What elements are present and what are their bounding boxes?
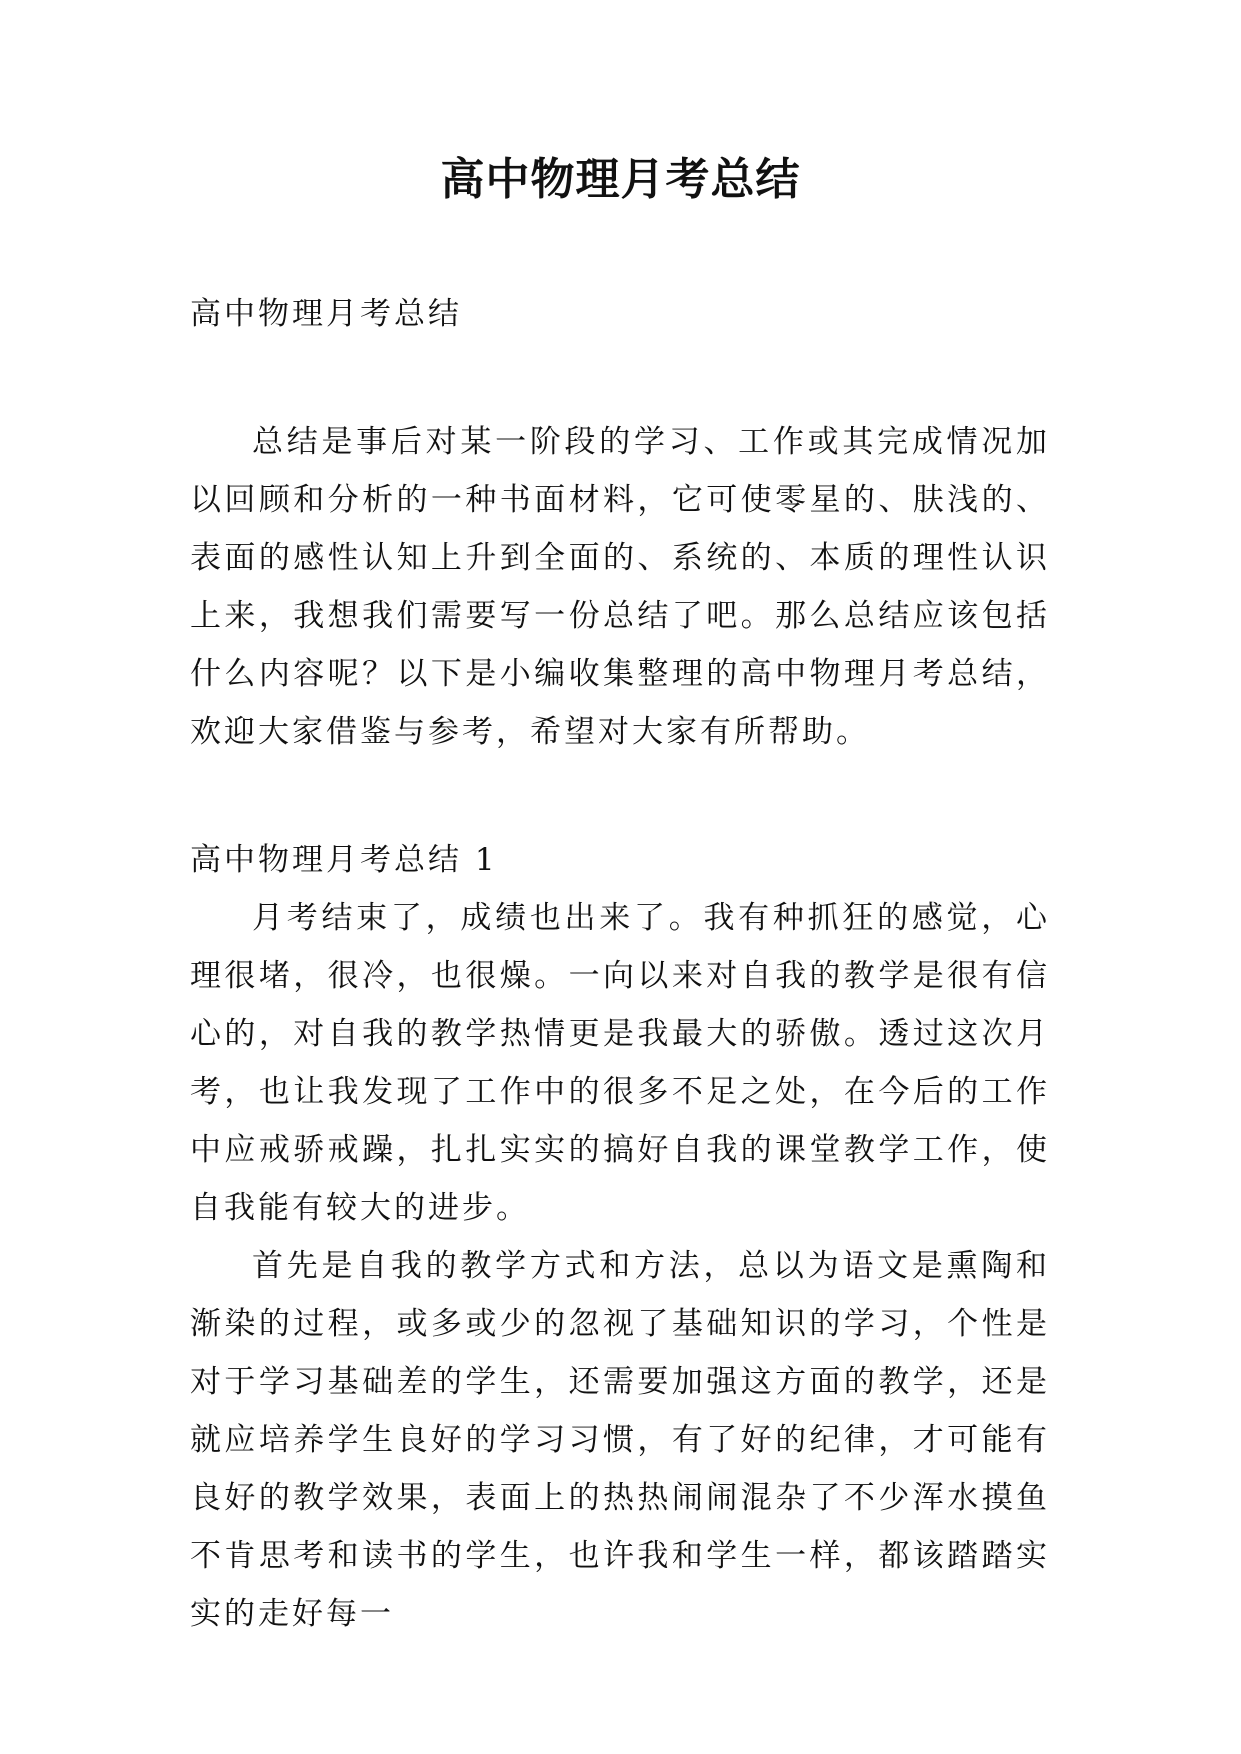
document-body [190,285,1050,1643]
document-title: 高中物理月考总结 [440,154,801,205]
spacer [190,761,1050,831]
body-paragraph: 月考结束了，成绩也出来了。我有种抓狂的感觉，心理很堵，很冷，也很燥。一向以来对自我的教学是很有信心的，对自我的教学热情更是我最大的骄傲。透过这次月考，也让我发现了工作中的很多不足之处，在今后的工作中应戒骄戒躁，扎扎实实的搞好自我的课堂教学工作，使自我能有较大的进步。 [190,900,1050,1226]
section-heading: 高中物理月考总结 1 [190,842,498,878]
intro-paragraph: 总结是事后对某一阶段的学习、工作或其完成情况加以回顾和分析的一种书面材料，它可使零星的、肤浅的、表面的感性认知上升到全面的、系统的、本质的理性认识上来，我想我们需要写一份总结了吧。那么总结应该包括什么内容呢？以下是小编收集整理的高中物理月考总结，欢迎大家借鉴与参考，希望对大家有所帮助。 [190,424,1050,750]
spacer [190,343,1050,413]
document-subtitle: 高中物理月考总结 [190,296,462,332]
body-paragraph: 首先是自我的教学方式和方法，总以为语文是熏陶和渐染的过程，或多或少的忽视了基础知识的学习，个性是对于学习基础差的学生，还需要加强这方面的教学，还是就应培养学生良好的学习习惯，有了好的纪律，才可能有良好的教学效果，表面上的热热闹闹混杂了不少浑水摸鱼不肯思考和读书的学生，也许我和学生一样，都该踏踏实实的走好每一 [190,1248,1050,1632]
